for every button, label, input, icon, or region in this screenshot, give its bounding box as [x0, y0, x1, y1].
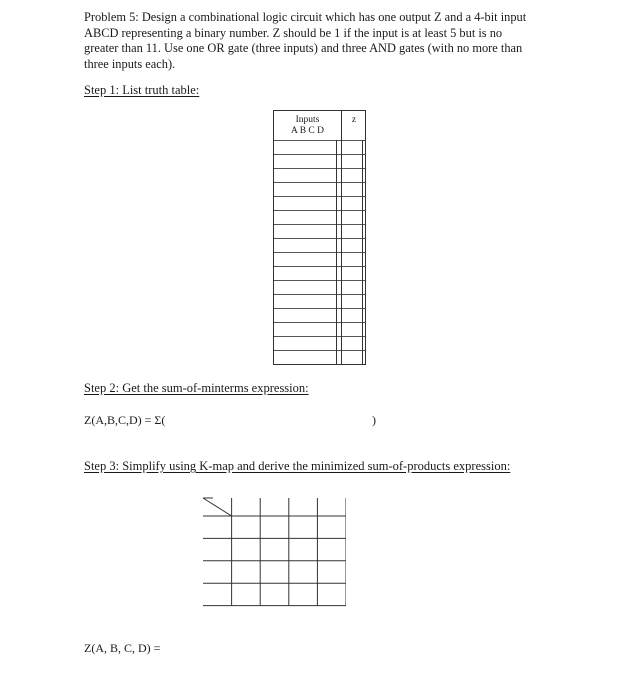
truth-table-row-line	[274, 350, 365, 351]
inputs-header-vars: A B C D	[291, 126, 324, 136]
truth-table-row-line	[274, 280, 365, 281]
problem-line-4: three inputs each).	[84, 56, 176, 71]
truth-table-column-line	[336, 140, 337, 364]
problem-line-2: ABCD representing a binary number. Z should be 1 if the input is at least 5 but is no	[84, 25, 503, 40]
truth-table-row-line	[274, 154, 365, 155]
truth-table-output-header: z	[351, 115, 357, 125]
truth-table-row-line	[274, 238, 365, 239]
step2-heading: Step 2: Get the sum-of-minterms expression:	[84, 381, 309, 395]
truth-table-row-line	[274, 252, 365, 253]
truth-table-row-line	[274, 224, 365, 225]
truth-table-row-line	[274, 168, 365, 169]
truth-table	[273, 110, 366, 365]
truth-table-row-line	[274, 210, 365, 211]
truth-table-row-line	[274, 266, 365, 267]
step1-heading: Step 1: List truth table:	[84, 83, 200, 97]
k-map-grid	[200, 496, 346, 611]
truth-table-inputs-header	[274, 115, 341, 137]
inputs-header-label: Inputs	[295, 115, 320, 125]
problem-statement	[84, 10, 564, 72]
problem-line-1: Problem 5: Design a combinational logic circuit which has one output Z and a 4-bit input	[84, 10, 527, 24]
truth-table-row-line	[274, 182, 365, 183]
k-map-diagonal-line	[203, 498, 232, 516]
truth-table-row-line	[274, 336, 365, 337]
minterm-expression-label: Z(A,B,C,D) = Σ(	[84, 413, 166, 427]
truth-table-column-line	[341, 111, 342, 364]
final-expression-label: Z(A, B, C, D) =	[84, 641, 161, 655]
truth-table-row-line	[274, 196, 365, 197]
truth-table-column-line	[362, 140, 363, 364]
truth-table-row-line	[274, 140, 365, 141]
minterm-expression-close: )	[372, 413, 376, 427]
step3-heading: Step 3: Simplify using K-map and derive the minimized sum-of-products expression:	[84, 459, 511, 473]
problem-line-3: greater than 11. Use one OR gate (three inputs) and three AND gates (with no more than	[84, 41, 523, 55]
truth-table-row-line	[274, 308, 365, 309]
truth-table-row-line	[274, 294, 365, 295]
truth-table-row-line	[274, 322, 365, 323]
